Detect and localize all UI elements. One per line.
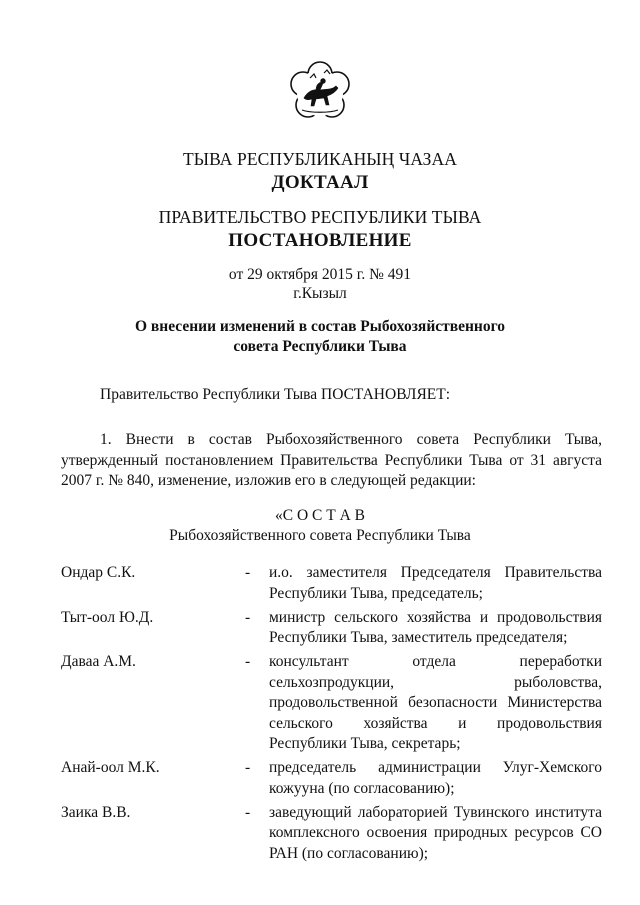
member-name: Заика В.В. bbox=[61, 803, 131, 821]
tyva-government-heading: ТЫВА РЕСПУБЛИКАНЫҢ ЧАЗАА bbox=[182, 149, 458, 169]
intro-decree: Правительство Республики Тыва ПОСТАНОВЛЯЕТ: bbox=[100, 386, 451, 403]
member-name: Даваа А.М. bbox=[61, 653, 136, 670]
member-role: председатель администрации Улуг-Хемского кожууна (по согласованию); bbox=[269, 759, 602, 797]
member-row bbox=[61, 803, 602, 865]
member-row bbox=[61, 608, 602, 649]
title-line-1: О внесении изменений в состав Рыбохозяйственного bbox=[134, 318, 506, 335]
tyva-document-type: ДОКТААЛ bbox=[271, 172, 369, 193]
ru-document-type: ПОСТАНОВЛЕНИЕ bbox=[228, 230, 412, 251]
coat-of-arms-icon bbox=[280, 53, 360, 133]
member-dash: - bbox=[245, 608, 251, 626]
member-dash: - bbox=[245, 759, 251, 776]
member-role: и.о. заместителя Председателя Правительства Республики Тыва, председатель; bbox=[269, 564, 602, 602]
title-line-2: совета Республики Тыва bbox=[233, 338, 407, 355]
member-name: Анай-оол М.К. bbox=[61, 759, 160, 776]
city: г.Кызыл bbox=[293, 285, 347, 302]
member-row bbox=[61, 652, 602, 755]
member-role: министр сельского хозяйства и продовольствия Республики Тыва, заместитель председателя; bbox=[269, 608, 602, 646]
member-dash: - bbox=[245, 564, 251, 581]
member-row bbox=[61, 563, 602, 604]
paragraph-1: 1. Внести в состав Рыбохозяйственного совета Республики Тыва, утвержденный постановлением Правительства Республики Тыва от 31 августа 2007 г. № 840, изменение, изложив его в следующей редакции: bbox=[61, 431, 602, 489]
member-role: заведующий лабораторией Тувинского института комплексного освоения природных ресурсов СО РАН (по согласованию); bbox=[269, 803, 602, 862]
ru-government-heading: ПРАВИТЕЛЬСТВО РЕСПУБЛИКИ ТЫВА bbox=[158, 207, 482, 227]
date-and-number: от 29 октября 2015 г. № 491 bbox=[228, 266, 412, 283]
member-name: Тыт-оол Ю.Д. bbox=[61, 608, 154, 626]
member-dash: - bbox=[245, 653, 251, 670]
composition-subheading: Рыбохозяйственного совета Республики Тыва bbox=[169, 527, 471, 544]
member-role: консультант отдела переработки сельхозпродукции, рыболовства, продовольственной безопасности Министерства сельского хозяйства и продовольствия Республики Тыва, секретарь; bbox=[269, 653, 602, 752]
member-name: Ондар С.К. bbox=[61, 564, 136, 581]
member-row bbox=[61, 758, 602, 799]
members-list bbox=[61, 563, 602, 868]
composition-heading: «С О С Т А В bbox=[275, 507, 365, 524]
member-dash: - bbox=[245, 803, 251, 821]
